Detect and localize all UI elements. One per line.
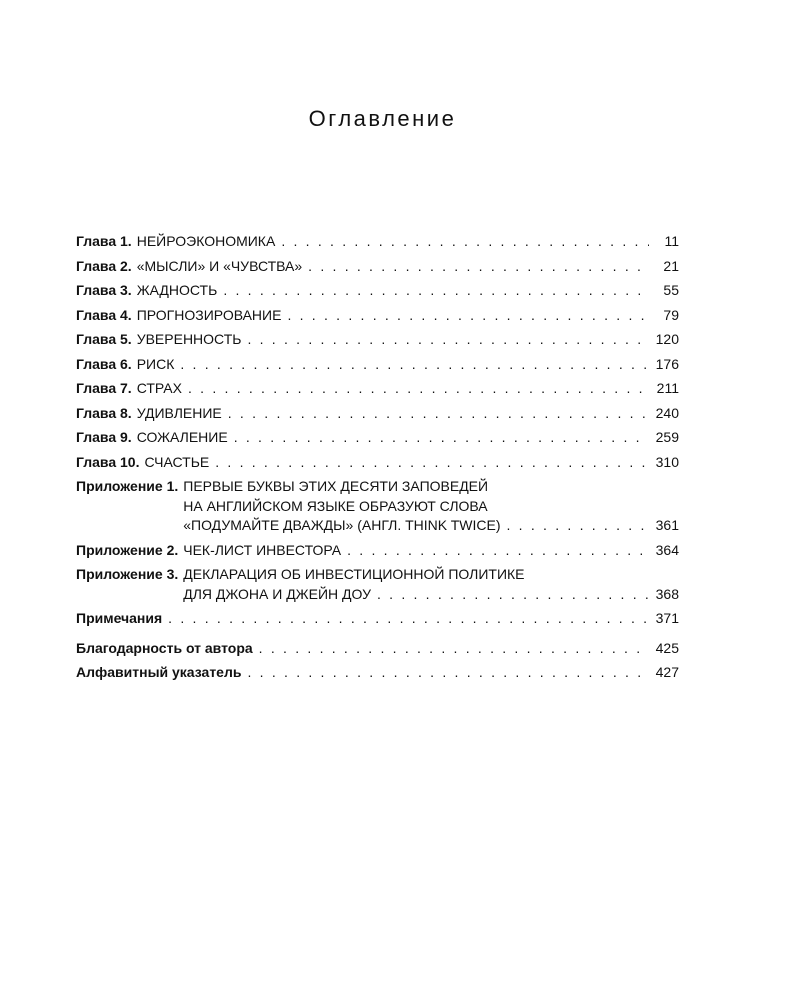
entry-title: СЧАСТЬЕ: [144, 453, 210, 470]
dot-leader: [168, 609, 649, 629]
toc-entry-appendix-2[interactable]: [76, 541, 679, 561]
toc-entry-chapter-3[interactable]: [76, 281, 679, 301]
toc-entry-notes[interactable]: [76, 609, 679, 629]
toc-entry-appendix-1[interactable]: [76, 477, 679, 536]
entry-page-number: 21: [663, 257, 679, 274]
entry-label: Глава 10.: [76, 453, 140, 470]
entry-label: Глава 7.: [76, 380, 132, 396]
entry-page-number: 176: [655, 355, 679, 372]
dot-leader: [377, 585, 649, 605]
entry-title-line: ПЕРВЫЕ БУКВЫ ЭТИХ ДЕСЯТИ ЗАПОВЕДЕЙ: [183, 478, 489, 494]
toc-entry-acknowledgements[interactable]: [76, 639, 679, 659]
entry-title-line: ДЛЯ ДЖОНА И ДЖЕЙН ДОУ: [183, 585, 371, 602]
entry-title: «МЫСЛИ» И «ЧУВСТВА»: [136, 257, 303, 274]
entry-page-number: 79: [663, 306, 679, 323]
entry-title: УДИВЛЕНИЕ: [136, 404, 222, 421]
entry-page-number: 425: [655, 639, 679, 656]
dot-leader: [188, 379, 649, 399]
toc-entry-chapter-2[interactable]: [76, 257, 679, 277]
entry-title: ЧЕК-ЛИСТ ИНВЕСТОРА: [183, 541, 342, 558]
entry-title: ЖАДНОСТЬ: [136, 282, 218, 298]
entry-label: Глава 5.: [76, 331, 132, 347]
entry-title: СТРАХ: [136, 380, 182, 396]
entry-page-number: 120: [655, 331, 679, 347]
dot-leader: [259, 639, 649, 659]
entry-page-number: 310: [655, 453, 679, 470]
entry-label: Приложение 1.: [76, 478, 179, 494]
toc-entry-chapter-5[interactable]: [76, 330, 679, 350]
toc-entry-chapter-8[interactable]: [76, 404, 679, 424]
table-of-contents: [76, 232, 679, 688]
entry-label: Глава 1.: [76, 233, 132, 249]
entry-page-number: 55: [663, 282, 679, 298]
toc-entry-chapter-9[interactable]: [76, 428, 679, 448]
entry-label: Глава 3.: [76, 282, 132, 298]
dot-leader: [287, 306, 649, 326]
toc-entry-chapter-10[interactable]: [76, 453, 679, 473]
entry-title: РИСК: [136, 355, 175, 372]
toc-entry-chapter-6[interactable]: [76, 355, 679, 375]
dot-leader: [234, 428, 649, 448]
entry-label: Приложение 2.: [76, 541, 179, 558]
entry-page-number: 364: [655, 541, 679, 558]
page-title: Оглавление: [308, 106, 457, 131]
dot-leader: [308, 257, 649, 277]
entry-title: УВЕРЕННОСТЬ: [136, 331, 242, 347]
dot-leader: [281, 232, 649, 252]
entry-page-number: 259: [655, 429, 679, 445]
entry-label: Глава 2.: [76, 257, 132, 274]
toc-entry-chapter-4[interactable]: [76, 306, 679, 326]
entry-page-number: 427: [655, 664, 679, 680]
entry-label: Глава 8.: [76, 404, 132, 421]
dot-leader: [223, 281, 649, 301]
entry-page-number: 368: [655, 585, 679, 602]
entry-title-line: «ПОДУМАЙТЕ ДВАЖДЫ» (АНГЛ. THINK TWICE): [183, 517, 501, 533]
dot-leader: [247, 663, 649, 683]
entry-label: Благодарность от автора: [76, 639, 253, 656]
dot-leader: [247, 330, 649, 350]
toc-entry-index[interactable]: [76, 663, 679, 683]
entry-title: НЕЙРОЭКОНОМИКА: [136, 233, 276, 249]
dot-leader: [215, 453, 649, 473]
toc-entry-chapter-7[interactable]: [76, 379, 679, 399]
entry-page-number: 11: [664, 233, 679, 249]
dot-leader: [180, 355, 649, 375]
entry-page-number: 371: [655, 610, 679, 626]
entry-page-number: 211: [656, 380, 679, 396]
entry-label: Приложение 3.: [76, 566, 179, 582]
entry-label: Глава 6.: [76, 355, 132, 372]
entry-label: Глава 9.: [76, 429, 132, 445]
toc-entry-chapter-1[interactable]: [76, 232, 679, 252]
entry-label: Примечания: [76, 610, 163, 626]
entry-title: ПРОГНОЗИРОВАНИЕ: [136, 306, 282, 323]
entry-title: СОЖАЛЕНИЕ: [136, 429, 228, 445]
entry-title-line: НА АНГЛИЙСКОМ ЯЗЫКЕ ОБРАЗУЮТ СЛОВА: [183, 497, 488, 514]
entry-title-line: ДЕКЛАРАЦИЯ ОБ ИНВЕСТИЦИОННОЙ ПОЛИТИКЕ: [183, 566, 525, 582]
entry-page-number: 240: [655, 404, 679, 421]
entry-label: Алфавитный указатель: [76, 664, 242, 680]
entry-page-number: 361: [655, 517, 679, 533]
dot-leader: [228, 404, 649, 424]
entry-label: Глава 4.: [76, 306, 132, 323]
dot-leader: [347, 541, 649, 561]
dot-leader: [507, 516, 650, 536]
toc-entry-appendix-3[interactable]: [76, 565, 679, 604]
